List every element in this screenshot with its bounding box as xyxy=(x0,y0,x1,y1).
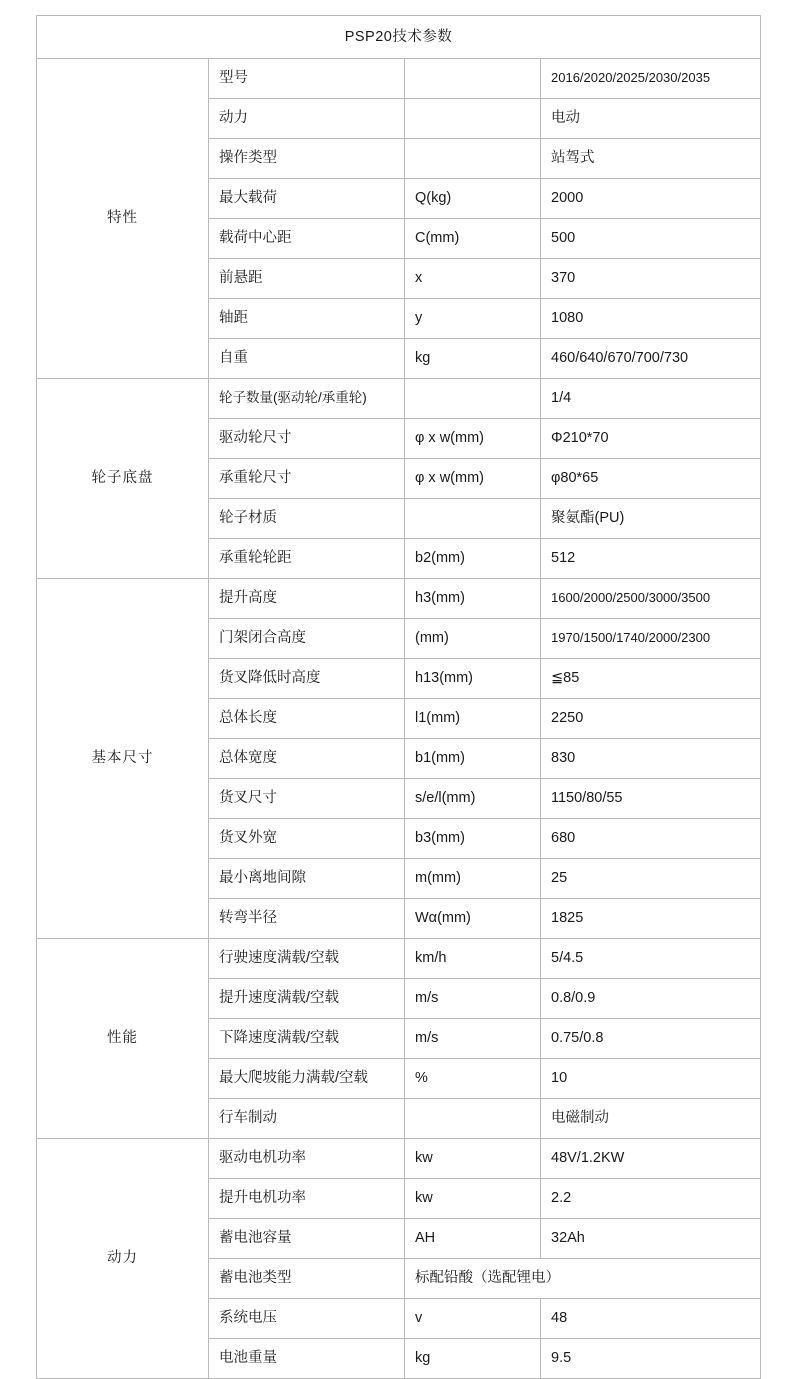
parameter-name: 提升电机功率 xyxy=(209,1179,405,1219)
parameter-name: 行车制动 xyxy=(209,1099,405,1139)
parameter-value: 电动 xyxy=(541,99,761,139)
parameter-value: 0.8/0.9 xyxy=(541,979,761,1019)
parameter-value: 512 xyxy=(541,539,761,579)
parameter-value: 站驾式 xyxy=(541,139,761,179)
parameter-value: 1970/1500/1740/2000/2300 xyxy=(541,619,761,659)
parameter-unit: h13(mm) xyxy=(405,659,541,699)
parameter-value: 2016/2020/2025/2030/2035 xyxy=(541,59,761,99)
parameter-unit: x xyxy=(405,259,541,299)
spec-table xyxy=(36,15,761,1379)
parameter-name: 前悬距 xyxy=(209,259,405,299)
parameter-name: 驱动电机功率 xyxy=(209,1139,405,1179)
parameter-name: 载荷中心距 xyxy=(209,219,405,259)
parameter-name: 系统电压 xyxy=(209,1299,405,1339)
parameter-name: 总体宽度 xyxy=(209,739,405,779)
parameter-value: 48 xyxy=(541,1299,761,1339)
parameter-name: 最大爬坡能力满载/空载 xyxy=(209,1059,405,1099)
parameter-unit xyxy=(405,99,541,139)
parameter-unit: Wα(mm) xyxy=(405,899,541,939)
group-label: 动力 xyxy=(37,1139,209,1379)
parameter-name: 总体长度 xyxy=(209,699,405,739)
parameter-value: 9.5 xyxy=(541,1339,761,1379)
parameter-value: 聚氨酯(PU) xyxy=(541,499,761,539)
parameter-name: 驱动轮尺寸 xyxy=(209,419,405,459)
parameter-value: 48V/1.2KW xyxy=(541,1139,761,1179)
group-label: 特性 xyxy=(37,59,209,379)
parameter-unit: (mm) xyxy=(405,619,541,659)
parameter-unit xyxy=(405,499,541,539)
parameter-value: 460/640/670/700/730 xyxy=(541,339,761,379)
parameter-unit: m/s xyxy=(405,979,541,1019)
table-title-row xyxy=(37,16,761,59)
parameter-unit: % xyxy=(405,1059,541,1099)
parameter-unit: φ x w(mm) xyxy=(405,419,541,459)
parameter-unit: kg xyxy=(405,339,541,379)
parameter-value: ≦85 xyxy=(541,659,761,699)
table-row xyxy=(37,579,761,619)
table-row xyxy=(37,939,761,979)
parameter-name: 最大载荷 xyxy=(209,179,405,219)
parameter-value: 25 xyxy=(541,859,761,899)
parameter-value: 电磁制动 xyxy=(541,1099,761,1139)
parameter-value: 1150/80/55 xyxy=(541,779,761,819)
parameter-value: 1/4 xyxy=(541,379,761,419)
parameter-name: 操作类型 xyxy=(209,139,405,179)
parameter-unit: b2(mm) xyxy=(405,539,541,579)
parameter-unit: km/h xyxy=(405,939,541,979)
parameter-value: 500 xyxy=(541,219,761,259)
page-title: PSP20技术参数 xyxy=(37,16,761,59)
parameter-value: 1825 xyxy=(541,899,761,939)
parameter-unit: kw xyxy=(405,1179,541,1219)
parameter-unit: b1(mm) xyxy=(405,739,541,779)
parameter-unit: l1(mm) xyxy=(405,699,541,739)
group-label: 性能 xyxy=(37,939,209,1139)
parameter-unit: h3(mm) xyxy=(405,579,541,619)
parameter-name: 蓄电池容量 xyxy=(209,1219,405,1259)
parameter-name: 轮子材质 xyxy=(209,499,405,539)
parameter-name: 轴距 xyxy=(209,299,405,339)
parameter-name: 承重轮轮距 xyxy=(209,539,405,579)
parameter-value: 830 xyxy=(541,739,761,779)
parameter-unit: φ x w(mm) xyxy=(405,459,541,499)
group-label: 基本尺寸 xyxy=(37,579,209,939)
parameter-value: 1080 xyxy=(541,299,761,339)
parameter-unit: kw xyxy=(405,1139,541,1179)
parameter-name: 最小离地间隙 xyxy=(209,859,405,899)
parameter-name: 轮子数量(驱动轮/承重轮) xyxy=(209,379,405,419)
parameter-value: 1600/2000/2500/3000/3500 xyxy=(541,579,761,619)
parameter-name: 承重轮尺寸 xyxy=(209,459,405,499)
parameter-name: 提升速度满载/空载 xyxy=(209,979,405,1019)
parameter-value: φ80*65 xyxy=(541,459,761,499)
parameter-name: 动力 xyxy=(209,99,405,139)
parameter-name: 门架闭合高度 xyxy=(209,619,405,659)
parameter-unit: m(mm) xyxy=(405,859,541,899)
parameter-unit: s/e/l(mm) xyxy=(405,779,541,819)
parameter-value: 2000 xyxy=(541,179,761,219)
parameter-value: 2250 xyxy=(541,699,761,739)
table-row xyxy=(37,59,761,99)
parameter-value: 0.75/0.8 xyxy=(541,1019,761,1059)
parameter-unit: v xyxy=(405,1299,541,1339)
group-label: 轮子底盘 xyxy=(37,379,209,579)
parameter-value: 370 xyxy=(541,259,761,299)
parameter-value: 680 xyxy=(541,819,761,859)
parameter-value: 32Ah xyxy=(541,1219,761,1259)
parameter-unit: AH xyxy=(405,1219,541,1259)
parameter-unit: kg xyxy=(405,1339,541,1379)
parameter-unit xyxy=(405,1099,541,1139)
parameter-name: 蓄电池类型 xyxy=(209,1259,405,1299)
parameter-value: Φ210*70 xyxy=(541,419,761,459)
parameter-name: 自重 xyxy=(209,339,405,379)
parameter-value: 10 xyxy=(541,1059,761,1099)
parameter-name: 货叉降低时高度 xyxy=(209,659,405,699)
parameter-name: 行驶速度满载/空载 xyxy=(209,939,405,979)
parameter-unit: Q(kg) xyxy=(405,179,541,219)
parameter-unit: C(mm) xyxy=(405,219,541,259)
parameter-name: 提升高度 xyxy=(209,579,405,619)
parameter-value: 2.2 xyxy=(541,1179,761,1219)
parameter-name: 转弯半径 xyxy=(209,899,405,939)
parameter-unit xyxy=(405,379,541,419)
table-row xyxy=(37,1139,761,1179)
parameter-name: 下降速度满载/空载 xyxy=(209,1019,405,1059)
parameter-unit: m/s xyxy=(405,1019,541,1059)
parameter-unit: 标配铅酸（选配锂电） xyxy=(405,1259,761,1299)
parameter-name: 货叉外宽 xyxy=(209,819,405,859)
parameter-name: 货叉尺寸 xyxy=(209,779,405,819)
parameter-unit xyxy=(405,59,541,99)
parameter-name: 电池重量 xyxy=(209,1339,405,1379)
parameter-unit: b3(mm) xyxy=(405,819,541,859)
table-row xyxy=(37,379,761,419)
parameter-name: 型号 xyxy=(209,59,405,99)
parameter-unit xyxy=(405,139,541,179)
parameter-unit: y xyxy=(405,299,541,339)
parameter-value: 5/4.5 xyxy=(541,939,761,979)
